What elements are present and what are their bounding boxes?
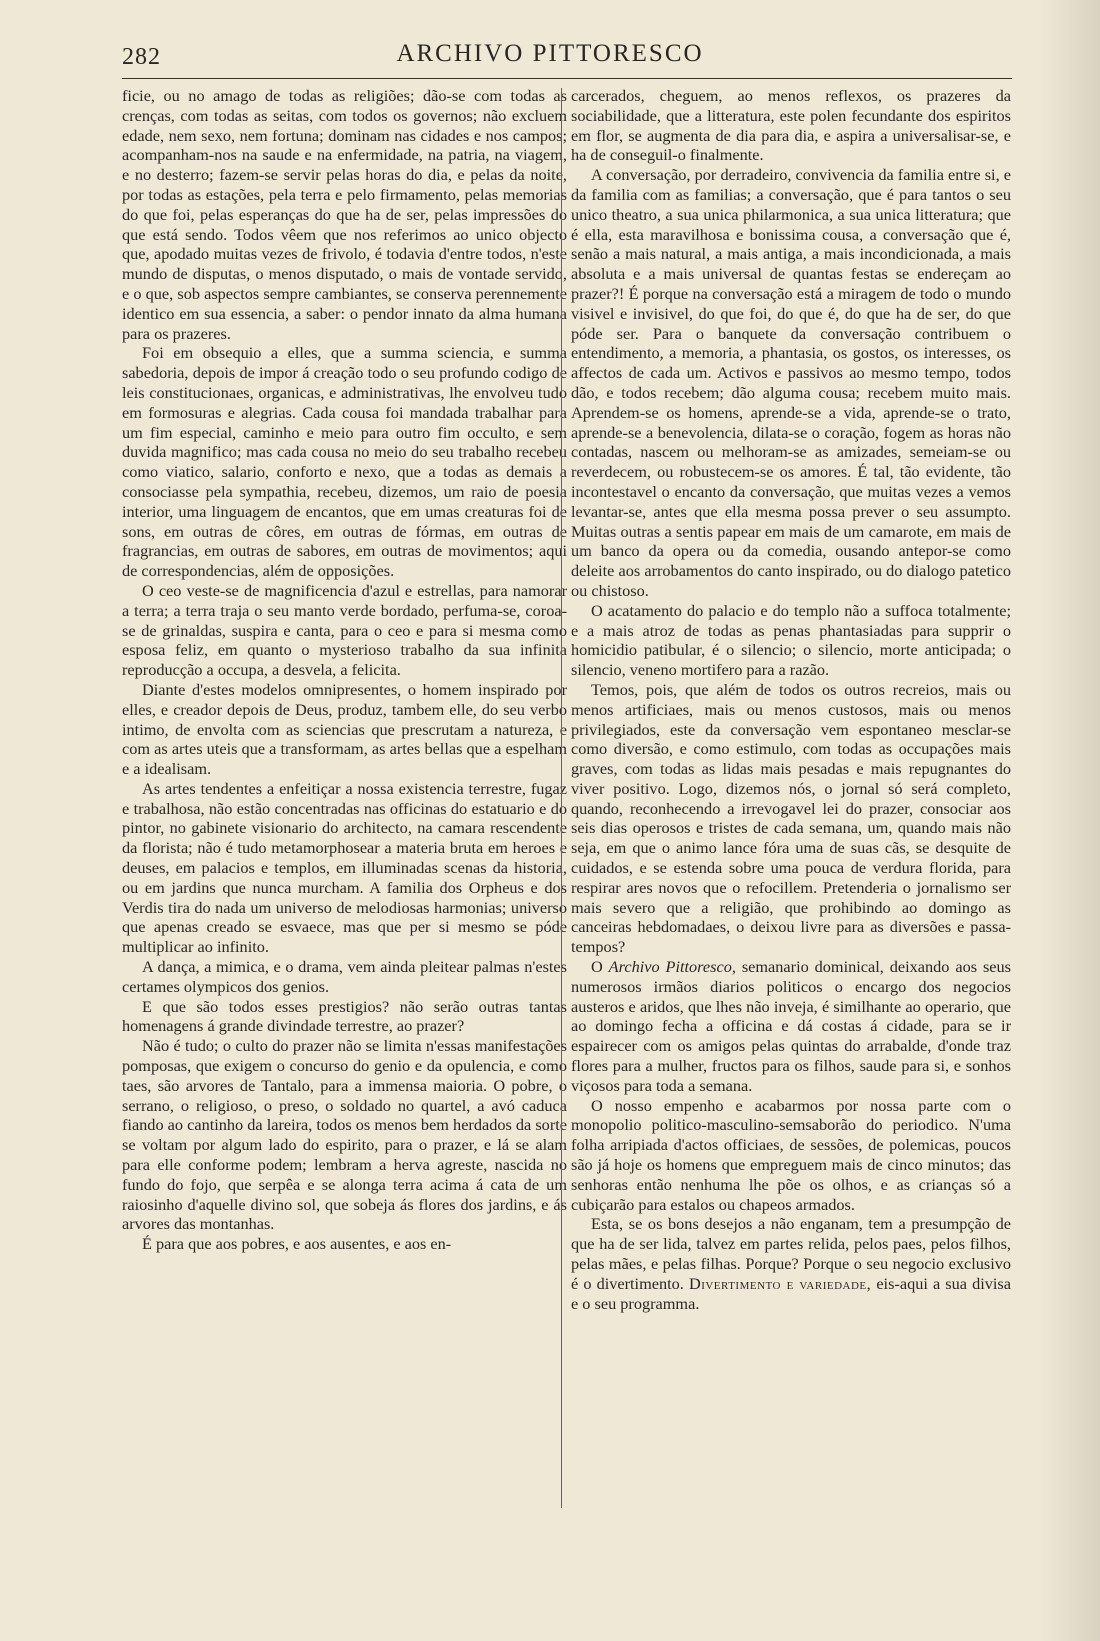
paragraph: Foi em obsequio a elles, que a summa sciencia, e summa sabedoria, depois de impor á creação todo o seu profundo codigo de leis constitucionaes, organicas, e administrativas, lhe envolveu tudo em formosuras e alegrias. Cada cousa foi mandada trabalhar para um fim especial, caminho e meio para outro fim occulto, e sem duvida magnifico; mas cada cousa no meio do seu trabalho recebeu como viatico, salario, conforto e nexo, que a todas as demais a consociasse pela sympathia, recebeu, dizemos, um raio de poesia interior, uma linguagem de encantos, que em umas creaturas foi de sons, em outras de côres, em outras de fórmas, em outras de fragrancias, em outras de sabores, em outras de movimentos; aqui de correspondencias, além de opposições. bbox=[122, 343, 567, 581]
running-title: ARCHIVO PITTORESCO bbox=[396, 40, 704, 67]
header-rule bbox=[122, 78, 1012, 79]
paragraph: ficie, ou no amago de todas as religiões; dão-se com todas as crenças, com todas as seitas, com todos os governos; não excluem edade, nem sexo, nem fortuna; dominam nas cidades e nos campos; acompanham-nos na saude e na enfermidade, na patria, na viagem, e no desterro; fazem-se servir pelas horas do dia, e pelas da noite, por todas as estações, pela terra e pelo firmamento, pelas memorias do que foi, pelas esperanças do que ha de ser, pelas impressões do que está sendo. Todos vêem que nos referimos ao unico objecto que, apodado muitas vezes de frivolo, é todavia d'entre todos, n'este mundo de disputas, o menos disputado, o mais de vontade servido, e o que, sob aspectos sempre cambiantes, se conserva perennemente identico em sua essencia, a saber: o pendor innato da alma humana para os prazeres. bbox=[122, 86, 567, 343]
journal-title-italic: Archivo Pittoresco, bbox=[608, 957, 736, 977]
left-column bbox=[122, 86, 567, 1254]
paragraph bbox=[571, 957, 1011, 1096]
page-number: 282 bbox=[122, 44, 161, 70]
paragraph: O acatamento do palacio e do templo não a suffoca totalmente; e a mais atroz de todas as penas phantasiadas para supprir o homicidio patibular, é o silencio; o silencio, morte anticipada; o silencio, veneno mortifero para a razão. bbox=[571, 600, 1011, 680]
paragraph: É para que aos pobres, e aos ausentes, e aos en- bbox=[142, 1234, 452, 1254]
paragraph: Diante d'estes modelos omnipresentes, o homem inspirado por elles, e creador depois de Deus, produz, tambem elle, do seu verbo intimo, de envolta com as sciencias que prescrutam a natureza, e com as artes uteis que a transformam, as artes bellas que a espelham e a idealisam. bbox=[122, 679, 567, 779]
right-column bbox=[571, 86, 1011, 1313]
text-run: eis-aqui a sua divisa e o seu programma. bbox=[571, 1273, 1011, 1313]
paragraph: A dança, a mimica, e o drama, vem ainda pleitear palmas n'estes certames olympicos dos genios. bbox=[122, 957, 567, 996]
page-edge-shade bbox=[1040, 0, 1100, 1641]
paragraph: O ceo veste-se de magnificencia d'azul e estrellas, para namorar a terra; a terra traja o seu manto verde bordado, perfuma-se, coroa-se de grinaldas, suspira e canta, para o ceo e para si mesma como esposa feliz, em quanto o mysterioso trabalho da sua infinita reproducção a occupa, a desvela, a felicita. bbox=[122, 580, 567, 680]
motto-small-caps: Divertimento e variedade, bbox=[688, 1273, 872, 1293]
text-run: O bbox=[591, 957, 609, 977]
paragraph: A conversação, por derradeiro, convivencia da familia entre si, e da familia com as familias; a conversação, que é para tantos o seu unico theatro, a sua unica philarmonica, a sua unica litteratura; que é ella, esta maravilhosa e bonissima cousa, a conversação que é, senão a mais natural, a mais antiga, a mais incondicionada, a mais absoluta e a mais universal de quantas festas se endereçam ao prazer?! É porque na conversação está a miragem de todo o mundo visivel e invisivel, do que foi, do que é, do que ha de ser, do que póde ser. Para o banquete da conversação contribuem o entendimento, a memoria, a phantasia, os gostos, os interesses, os affectos de cada um. Activos e passivos ao mesmo tempo, todos dão, e todos recebem; dão alguma cousa; recebem muito mais. Aprendem-se os homens, aprende-se a vida, aprende-se o trato, aprende-se a benevolencia, dilata-se o coração, fogem as horas não contadas, nascem ou melhoram-se as amizades, semeiam-se ou reverdecem, ou robustecem-se os amores. É tal, tão evidente, tão incontestavel o encanto da conversação, que muitas vezes a vemos levantar-se, antes que ella mesma possa prever o seu assumpto. Muitas outras a sentis papear em mais de um camarote, em mais de um banco da opera ou da comedia, ousando antepor-se como deleite aos arrobamentos do canto inspirado, ou do dialogo patetico ou chistoso. bbox=[571, 165, 1011, 600]
paragraph: Não é tudo; o culto do prazer não se limita n'essas manifestações pomposas, que exigem o concurso do genio e da opulencia, e como taes, são arvores de Tantalo, para a immensa maioria. O pobre, o serrano, o religioso, o preso, o soldado no quartel, a avó caduca fiando ao cantinho da lareira, todos os menos bem herdados da sorte se voltam por algum lado do espirito, para o prazer, e lá se alam para elle conforme podem; lembram a herva agreste, nascida no fundo do fojo, que serpêa e se alonga terra acima á cata de um raiosinho d'aquelle divino sol, que sobeja ás flores dos jardins, e ás arvores das montanhas. bbox=[122, 1036, 567, 1234]
column-rule bbox=[561, 88, 562, 1508]
paragraph: carcerados, cheguem, ao menos reflexos, os prazeres da sociabilidade, que a litteratura, este polen fecundante dos espiritos em flor, se augmenta de dia para dia, e aspira a universalisar-se, e ha de conseguil-o finalmente. bbox=[571, 86, 1011, 165]
paragraph: E que são todos esses prestigios? não serão outras tantas homenagens á grande divindade terrestre, ao prazer? bbox=[122, 996, 567, 1036]
paragraph: As artes tendentes a enfeitiçar a nossa existencia terrestre, fugaz e trabalhosa, não estão concentradas nas officinas do estatuario e do pintor, no gabinete visionario do architecto, na camara rescendente da florista; não é tudo metamorphosear a materia bruta em heroes e deuses, em palacios e templos, em illuminadas scenas da historia, ou em jardins que nunca murcham. A familia dos Orpheus e dos Verdis tira do nada um universo de melodiosas harmonias; universo que apenas creado se esvaece, mas que per si mesmo se póde multiplicar ao infinito. bbox=[122, 778, 567, 957]
paragraph: Temos, pois, que além de todos os outros recreios, mais ou menos artificiaes, mais ou menos custosos, mais ou menos privilegiados, este da conversação vem espontaneo mesclar-se como diversão, e como estimulo, com todas as occupações mais graves, com todas as lidas mais pesadas e mais repugnantes do viver positivo. Logo, dizemos nós, o jornal só será completo, quando, reconhecendo a irrevogavel lei do prazer, consociar aos seis dias operosos e tristes de cada semana, um, quando mais não seja, em que o animo lance fóra uma de suas cãs, se desquite de cuidados, e se estenda sobre uma pouca de verdura florida, para respirar ares novos que o refocillem. Pretenderia o jornalismo ser mais severo que a religião, que prohibindo ao domingo as canceiras hebdomadaes, o deixou livre para as diversões e passa-tempos? bbox=[571, 679, 1011, 957]
paragraph bbox=[571, 1214, 1011, 1313]
text-run: Esta, se os bons desejos a não enganam, tem a presumpção de que ha de ser lida, talvez em partes relida, pelos paes, pelos filhos, pelas mães, e pelas filhas. Porque? Porque o seu negocio exclusivo é o divertimento. bbox=[571, 1214, 1011, 1293]
paragraph: O nosso empenho e acabarmos por nossa parte com o monopolio politico-masculino-semsaborão do periodico. N'uma folha arripiada d'actos officiaes, de sessões, de polemicas, poucos são já hoje os homens que empreguem mais de cinco minutos; das senhoras então nenhuma lhe põe os olhos, e as crianças só a cubiçarão para estalos ou chapeos armados. bbox=[571, 1095, 1011, 1214]
text-run: semanario dominical, deixando aos seus numerosos irmãos diarios politicos o encargo dos negocios austeros e aridos, que lhes não inveja, é similhante ao operario, que ao domingo fecha a officina e dá costas á cidade, para se ir espairecer com os amigos pelas quintas do arrabalde, d'onde traz flores para a mulher, fructos para os filhos, saude para si, e sonhos viçosos para toda a semana. bbox=[571, 957, 1011, 1095]
